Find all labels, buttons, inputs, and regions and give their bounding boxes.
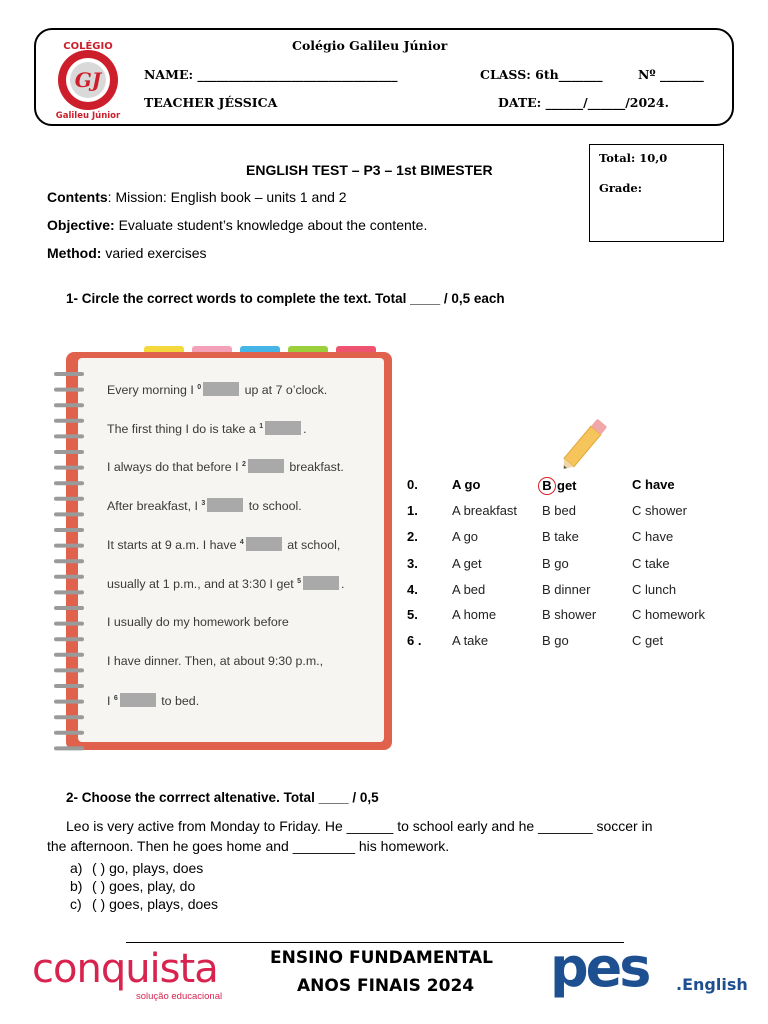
option-c: C have — [632, 477, 675, 492]
answer-blank[interactable] — [248, 459, 284, 473]
spiral-ring — [54, 372, 84, 376]
choice-text: ( ) goes, plays, does — [92, 896, 219, 912]
notebook-line — [107, 459, 344, 474]
option-number: 5. — [407, 607, 418, 622]
spiral-ring — [54, 559, 84, 563]
choice-letter: b) — [70, 878, 83, 894]
spiral-ring — [54, 403, 84, 407]
contents-value: : Mission: English book – units 1 and 2 — [107, 189, 347, 205]
option-c: C homework — [632, 607, 705, 622]
grade-label: Grade: — [599, 181, 642, 195]
option-number: 1. — [407, 503, 418, 518]
spiral-ring — [54, 544, 84, 548]
logo-bottom-text: Galileu Júnior — [55, 111, 121, 120]
option-c: C have — [632, 529, 674, 544]
option-c: C take — [632, 556, 670, 571]
pencil-icon — [552, 412, 620, 474]
spiral-ring — [54, 653, 84, 657]
option-a: A take — [452, 633, 489, 648]
choice-text: ( ) goes, play, do — [92, 878, 196, 894]
choice-letter: a) — [70, 860, 83, 876]
pes-english-text: .English — [676, 975, 748, 994]
blank-number: 0 — [197, 383, 202, 391]
spiral-ring — [54, 590, 84, 594]
spiral-ring — [54, 715, 84, 719]
spiral-ring — [54, 419, 84, 423]
notebook-line-text: After breakfast, I — [107, 499, 202, 513]
notebook-line-text: at school, — [283, 538, 341, 552]
answer-blank[interactable] — [120, 693, 156, 707]
notebook-line — [107, 615, 289, 629]
notebook-line-text: usually at 1 p.m., and at 3:30 I get — [107, 577, 298, 591]
option-number: 6 . — [407, 633, 422, 648]
spiral-ring — [54, 606, 84, 610]
option-number: 3. — [407, 556, 418, 571]
spiral-ring — [54, 481, 84, 485]
notebook-line-text: It starts at 9 a.m. I have — [107, 538, 240, 552]
notebook-line-text: I — [107, 694, 114, 708]
footer-title-line2: ANOS FINAIS 2024 — [297, 976, 475, 996]
answer-blank[interactable] — [207, 498, 243, 512]
notebook-line — [107, 654, 323, 668]
spiral-ring — [54, 575, 84, 579]
option-b: B bed — [542, 503, 576, 518]
blank-number: 5 — [297, 577, 302, 585]
option-c: C shower — [632, 503, 687, 518]
option-b: B go — [542, 556, 569, 571]
blank-number: 6 — [113, 694, 118, 702]
choice-text: ( ) go, plays, does — [92, 860, 204, 876]
spiral-ring — [54, 434, 84, 438]
choice-item[interactable] — [70, 860, 203, 876]
date-field[interactable]: DATE: ______/______/2024. — [498, 95, 669, 110]
notebook-line-text: . — [303, 422, 307, 436]
method-value: varied exercises — [101, 245, 207, 261]
pes-logo: pes — [550, 936, 649, 999]
option-b: B take — [542, 529, 579, 544]
option-c: C lunch — [632, 582, 677, 597]
objective-value: Evaluate student’s knowledge about the contente. — [114, 217, 428, 233]
notebook-line-text: I usually do my homework before — [107, 615, 289, 629]
spiral-ring — [54, 731, 84, 735]
class-field[interactable]: CLASS: 6th_______ — [480, 67, 603, 82]
question2-heading: 2- Choose the corrrect altenative. Total ____ / 0,5 — [66, 790, 379, 805]
teacher-name: TEACHER JÉSSICA — [144, 95, 278, 110]
notebook-line — [107, 382, 327, 397]
option-a: A home — [452, 607, 497, 622]
blank-number: 1 — [259, 422, 264, 430]
spiral-ring — [54, 466, 84, 470]
question2-text-line2: the afternoon. Then he goes home and ________ his homework. — [47, 838, 450, 854]
method-line — [47, 245, 206, 261]
notebook-line — [107, 693, 199, 708]
notebook-line — [107, 498, 302, 513]
school-logo — [48, 36, 128, 120]
option-b — [542, 477, 577, 495]
spiral-ring — [54, 622, 84, 626]
logo-initials: GJ — [74, 68, 102, 92]
school-name: Colégio Galileu Júnior — [292, 38, 448, 53]
notebook-line — [107, 421, 307, 436]
question2-text-line1: Leo is very active from Monday to Friday. He ______ to school early and he _______ soccer in — [66, 818, 653, 834]
option-b: B shower — [542, 607, 597, 622]
logo-top-text: COLÉGIO — [63, 41, 113, 52]
spiral-ring — [54, 746, 84, 750]
spiral-ring — [54, 528, 84, 532]
notebook-line-text: I have dinner. Then, at about 9:30 p.m., — [107, 654, 324, 668]
test-title: ENGLISH TEST – P3 – 1st BIMESTER — [246, 162, 493, 178]
choice-item[interactable] — [70, 896, 218, 912]
option-a: A go — [452, 529, 479, 544]
footer-title-line1: ENSINO FUNDAMENTAL — [270, 948, 493, 968]
name-field[interactable]: NAME: ________________________________ — [144, 67, 398, 82]
conquista-logo: conquista — [32, 946, 218, 992]
spiral-ring — [54, 497, 84, 501]
contents-line — [47, 189, 347, 205]
option-b: B dinner — [542, 582, 591, 597]
answer-blank[interactable] — [265, 421, 301, 435]
blank-number: 2 — [242, 460, 246, 468]
spiral-ring — [54, 450, 84, 454]
notebook-line-text: . — [341, 577, 345, 591]
option-a: A breakfast — [452, 503, 518, 518]
number-field[interactable]: Nº _______ — [638, 67, 704, 82]
option-number: 0. — [407, 477, 418, 492]
option-a: A get — [452, 556, 482, 571]
option-a: A go — [452, 477, 481, 492]
answer-blank[interactable] — [246, 537, 282, 551]
total-grade-box — [589, 144, 724, 242]
spiral-ring — [54, 684, 84, 688]
blank-number: 4 — [239, 538, 244, 546]
spiral-ring — [54, 512, 84, 516]
conquista-tagline: solução educacional — [136, 991, 223, 1002]
spiral-ring — [54, 388, 84, 392]
answer-blank[interactable] — [203, 382, 239, 396]
option-c: C get — [632, 633, 664, 648]
spiral-ring — [54, 700, 84, 704]
circled-answer: B — [538, 477, 556, 495]
spiral-ring — [54, 668, 84, 672]
answer-blank[interactable] — [303, 576, 339, 590]
notebook-line-text: to bed. — [157, 694, 200, 708]
notebook-line-text: I always do that before I — [107, 460, 242, 474]
notebook-line — [107, 537, 340, 552]
notebook-line-text: up at 7 o’clock. — [241, 383, 328, 397]
contents-label: Contents — [47, 189, 108, 205]
objective-label: Objective: — [47, 217, 115, 233]
option-number: 4. — [407, 582, 418, 597]
question1-heading: 1- Circle the correct words to complete the text. Total ____ / 0,5 each — [66, 291, 505, 306]
choice-letter: c) — [70, 896, 82, 912]
notebook-line-text: to school. — [245, 499, 302, 513]
notebook-line — [107, 576, 344, 591]
notebook-line-text: Every morning I — [107, 383, 198, 397]
objective-line — [47, 217, 427, 233]
blank-number: 3 — [201, 499, 206, 507]
option-a: A bed — [452, 582, 486, 597]
option-number: 2. — [407, 529, 418, 544]
total-score: Total: 10,0 — [599, 151, 668, 165]
option-b-text: get — [557, 478, 577, 493]
notebook-line-text: breakfast. — [285, 460, 344, 474]
notebook-line-text: The first thing I do is take a — [107, 422, 260, 436]
spiral-ring — [54, 637, 84, 641]
method-label: Method: — [47, 245, 102, 261]
choice-item[interactable] — [70, 878, 195, 894]
option-b: B go — [542, 633, 569, 648]
